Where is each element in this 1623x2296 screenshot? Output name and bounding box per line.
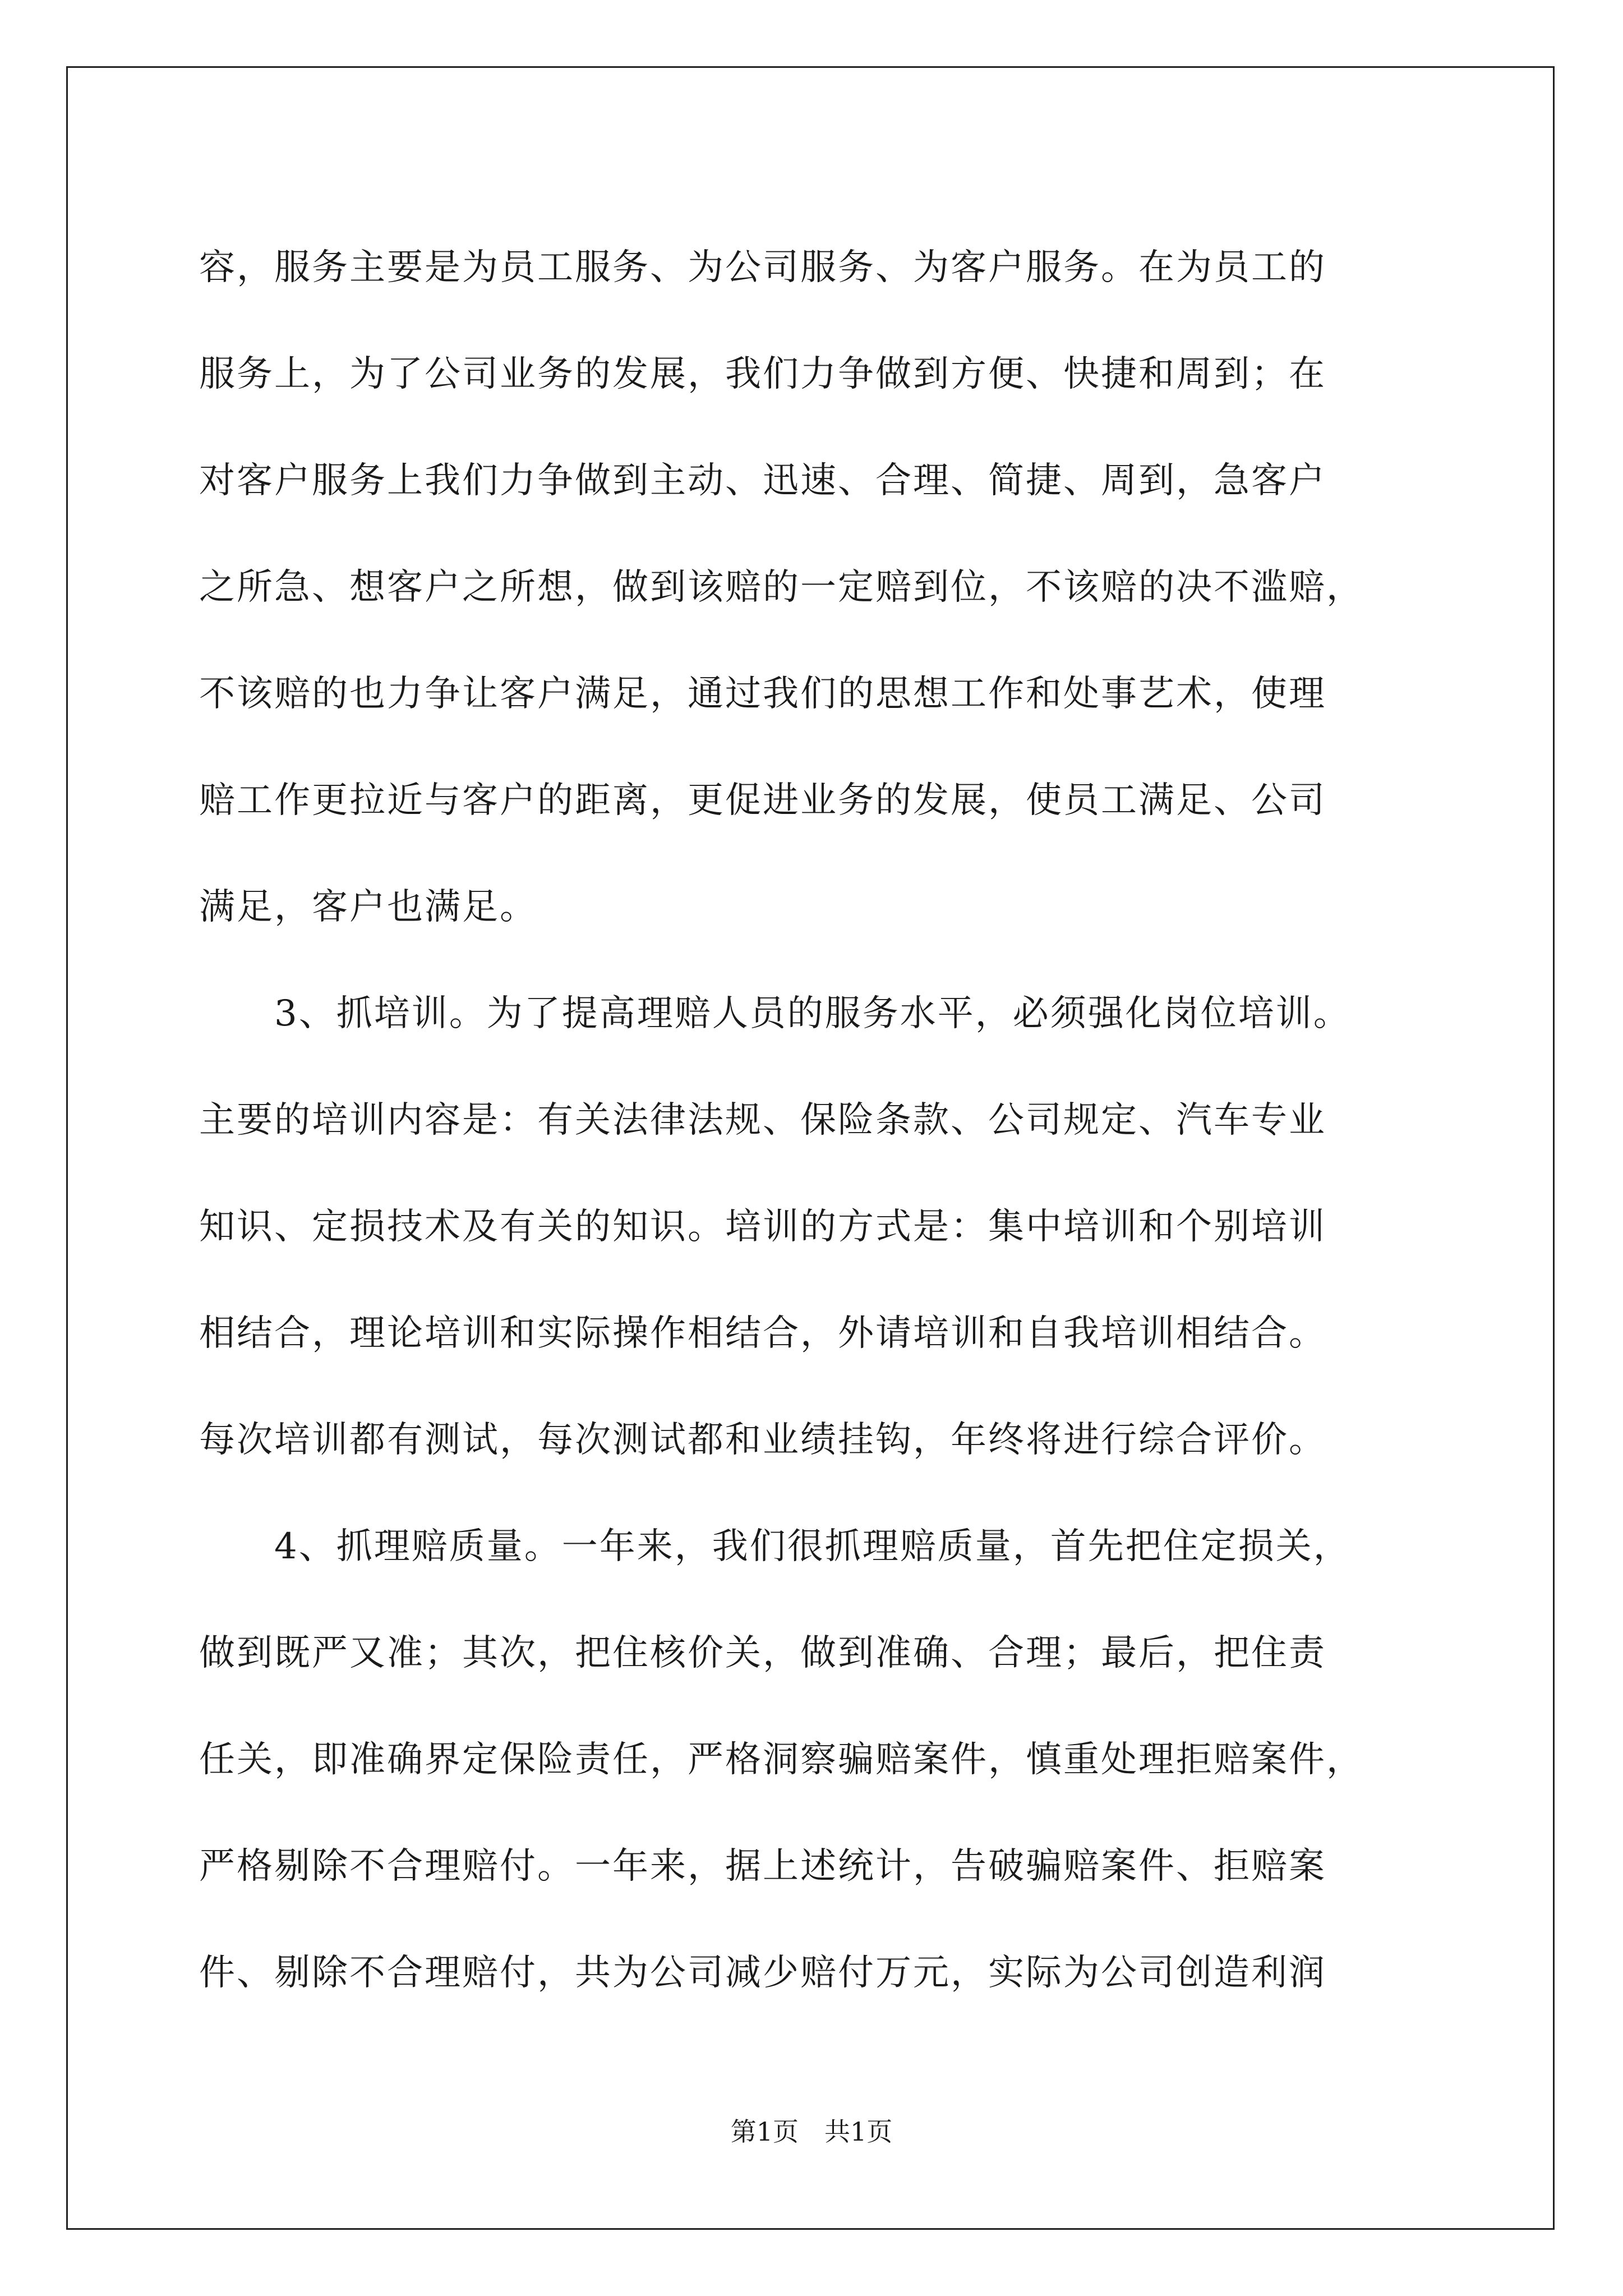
text-line: 4、抓理赔质量。一年来，我们很抓理赔质量，首先把住定损关， (199, 1526, 1351, 1567)
text-line: 严格剔除不合理赔付。一年来，据上述统计，告破骗赔案件、拒赔案 (199, 1846, 1326, 1887)
text-line: 容，服务主要是为员工服务、为公司服务、为客户服务。在为员工的 (199, 247, 1326, 288)
text-line: 任关，即准确界定保险责任，严格洞察骗赔案件，慎重处理拒赔案件， (199, 1739, 1364, 1780)
text-line: 满足，客户也满足。 (199, 886, 537, 928)
text-line: 对客户服务上我们力争做到主动、迅速、合理、简捷、周到，急客户 (199, 460, 1326, 501)
text-line: 之所急、想客户之所想，做到该赔的一定赔到位，不该赔的决不滥赔， (199, 567, 1364, 608)
text-line: 件、剔除不合理赔付，共为公司减少赔付万元，实际为公司创造利润 (199, 1952, 1326, 1994)
page-footer: 第1页 共1页 (730, 2116, 893, 2147)
text-line: 做到既严又准；其次，把住核价关，做到准确、合理；最后，把住责 (199, 1632, 1326, 1674)
text-line: 相结合，理论培训和实际操作相结合，外请培训和自我培训相结合。 (199, 1313, 1326, 1354)
text-line: 知识、定损技术及有关的知识。培训的方式是：集中培训和个别培训 (199, 1206, 1326, 1248)
document-body (199, 214, 1433, 2026)
text-line: 每次培训都有测试，每次测试都和业绩挂钩，年终将进行综合评价。 (199, 1419, 1326, 1461)
text-line: 不该赔的也力争让客户满足，通过我们的思想工作和处事艺术，使理 (199, 673, 1326, 715)
text-line: 赔工作更拉近与客户的距离，更促进业务的发展，使员工满足、公司 (199, 780, 1326, 821)
text-line: 主要的培训内容是：有关法律法规、保险条款、公司规定、汽车专业 (199, 1099, 1326, 1141)
text-line: 3、抓培训。为了提高理赔人员的服务水平，必须强化岗位培训。 (199, 993, 1351, 1034)
text-line: 服务上，为了公司业务的发展，我们力争做到方便、快捷和周到；在 (199, 353, 1326, 395)
